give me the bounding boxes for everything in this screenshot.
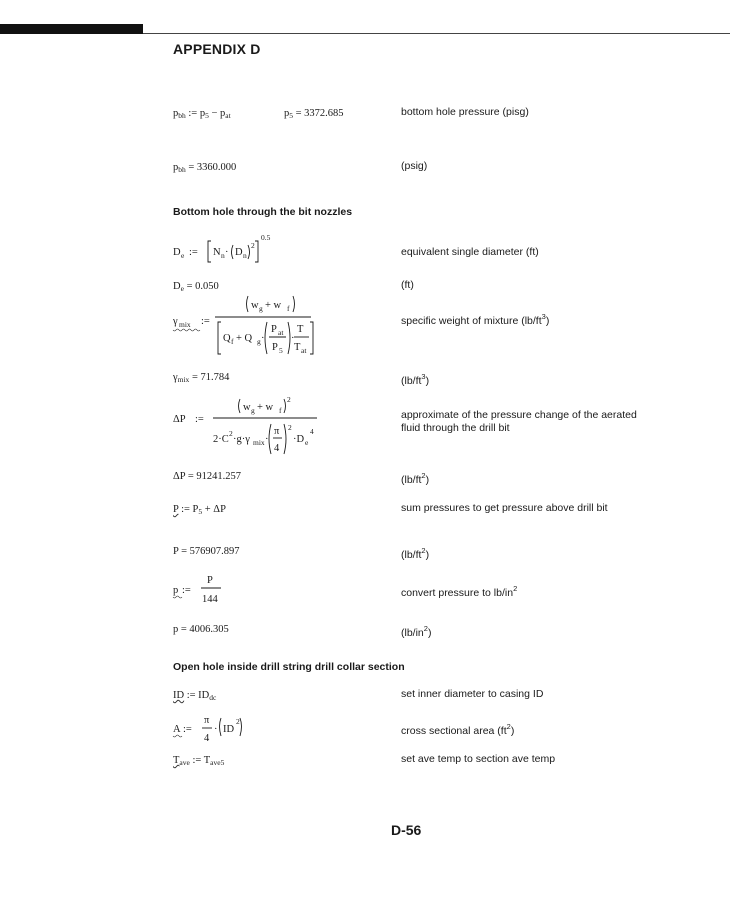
svg-text:·: · — [265, 434, 269, 445]
svg-text:mix: mix — [253, 438, 265, 447]
svg-text:T: T — [294, 342, 301, 353]
dp-description: approximate of the pressure change of the aerated fluid through the drill bit — [401, 409, 637, 434]
svg-text::=: := — [182, 585, 191, 596]
svg-text:w: w — [251, 300, 259, 311]
svg-text:at: at — [301, 346, 307, 355]
de-unit: (ft) — [401, 279, 414, 291]
tave-description: set ave temp to section ave temp — [401, 753, 556, 765]
svg-text:n: n — [221, 251, 225, 260]
page-number: D-56 — [391, 822, 422, 838]
svg-text:+ w: + w — [257, 402, 274, 413]
svg-text:2: 2 — [288, 423, 292, 432]
svg-text:·: · — [214, 724, 218, 735]
dp-value: ΔP = 91241.257 — [173, 471, 241, 482]
svg-text::=: := — [195, 414, 204, 425]
p5-value: $p_5 = 3372.685$ — [284, 108, 344, 120]
svg-text:γ: γ — [173, 316, 178, 327]
svg-text:+ Q: + Q — [236, 333, 253, 344]
svg-text:at: at — [278, 328, 284, 337]
svg-text:2: 2 — [251, 241, 255, 250]
id-definition: ID := $ID_{dc}$ — [173, 690, 217, 702]
dp-unit: $(lb/ft^2)$ — [401, 471, 430, 486]
de-description: equivalent single diameter (ft) — [401, 246, 539, 258]
svg-text:D: D — [235, 247, 243, 258]
de-value: $D_e = 0.050$ — [173, 281, 219, 293]
a-equation — [173, 712, 253, 746]
svg-text:2: 2 — [229, 429, 233, 438]
svg-text:e: e — [305, 438, 309, 447]
pbh-unit: (psig) — [401, 160, 428, 172]
svg-text::=: := — [201, 316, 210, 327]
svg-text::=: := — [183, 724, 192, 735]
svg-text:π: π — [204, 715, 210, 726]
svg-text:ID: ID — [223, 724, 235, 735]
de-equation — [173, 228, 303, 266]
section-heading-bit-nozzles: Bottom hole through the bit nozzles — [173, 206, 353, 218]
gmix-equation — [173, 294, 323, 358]
svg-text:P: P — [271, 324, 277, 335]
tave-definition: $T_{ave}$ := $T_{ave5}$ — [173, 755, 225, 767]
svg-text:f: f — [231, 337, 234, 346]
appendix-heading: APPENDIX D — [173, 41, 261, 57]
svg-text:p: p — [173, 585, 179, 596]
P-definition: P := $P_5 + \Delta P$ — [173, 504, 226, 516]
header-bar — [0, 24, 143, 34]
svg-text:0.5: 0.5 — [261, 233, 271, 242]
section-heading-drill-collar: Open hole inside drill string drill collar section — [173, 661, 405, 673]
svg-text:Q: Q — [223, 333, 231, 344]
svg-text:g: g — [251, 406, 255, 415]
a-description: cross sectional area $(ft^2)$ — [401, 722, 515, 737]
gmix-description: specific weight of mixture $(lb/ft^3)$ — [401, 312, 550, 327]
gmix-unit: $(lb/ft^3)$ — [401, 372, 430, 387]
p-description: convert pressure to $lb/in^2$ — [401, 584, 518, 599]
svg-text:f: f — [279, 406, 282, 415]
svg-text:N: N — [213, 247, 221, 258]
P-description: sum pressures to get pressure above drill bit — [401, 502, 608, 514]
svg-text:·: · — [291, 333, 295, 344]
header-rule — [143, 33, 730, 34]
svg-text:·g·γ: ·g·γ — [233, 434, 250, 445]
gmix-value: $\gamma_{mix} = 71.784$ — [173, 372, 230, 384]
svg-text:mix: mix — [179, 320, 191, 329]
svg-text:T: T — [297, 324, 304, 335]
svg-text:4: 4 — [204, 733, 210, 744]
p-unit: $(lb/in^2)$ — [401, 624, 432, 639]
svg-text:5: 5 — [279, 346, 283, 355]
svg-text:π: π — [274, 426, 280, 437]
pbh-description: bottom hole pressure (pisg) — [401, 106, 529, 118]
p-value: p = 4006.305 — [173, 624, 229, 635]
svg-text:·: · — [261, 333, 265, 344]
svg-text:n: n — [243, 251, 247, 260]
svg-text:P: P — [272, 342, 278, 353]
svg-text:·: · — [225, 247, 229, 258]
dp-equation — [173, 394, 333, 456]
svg-text:·D: ·D — [293, 434, 305, 445]
svg-text:4: 4 — [274, 443, 280, 454]
svg-text:w: w — [243, 402, 251, 413]
pbh-definition: $p_{bh}$ := $p_5 - p_{at}$ — [173, 108, 231, 120]
svg-text:A: A — [173, 724, 181, 735]
svg-text:2: 2 — [236, 717, 240, 726]
svg-text:2·C: 2·C — [213, 434, 229, 445]
p-equation — [173, 572, 233, 606]
svg-text:f: f — [287, 304, 290, 313]
svg-text::=: := — [189, 247, 198, 258]
svg-text:2: 2 — [287, 395, 291, 404]
svg-text:144: 144 — [202, 594, 218, 605]
svg-text:g: g — [257, 337, 261, 346]
P-unit: $(lb/ft^2)$ — [401, 546, 430, 561]
svg-text:D: D — [173, 247, 181, 258]
P-value: P = 576907.897 — [173, 546, 240, 557]
svg-text:g: g — [259, 304, 263, 313]
svg-text:P: P — [207, 575, 213, 586]
svg-text:+ w: + w — [265, 300, 282, 311]
id-description: set inner diameter to casing ID — [401, 688, 544, 700]
pbh-value: $p_{bh} = 3360.000$ — [173, 162, 237, 174]
svg-text:ΔP: ΔP — [173, 414, 186, 425]
svg-text:4: 4 — [310, 427, 314, 436]
svg-text:e: e — [181, 251, 185, 260]
